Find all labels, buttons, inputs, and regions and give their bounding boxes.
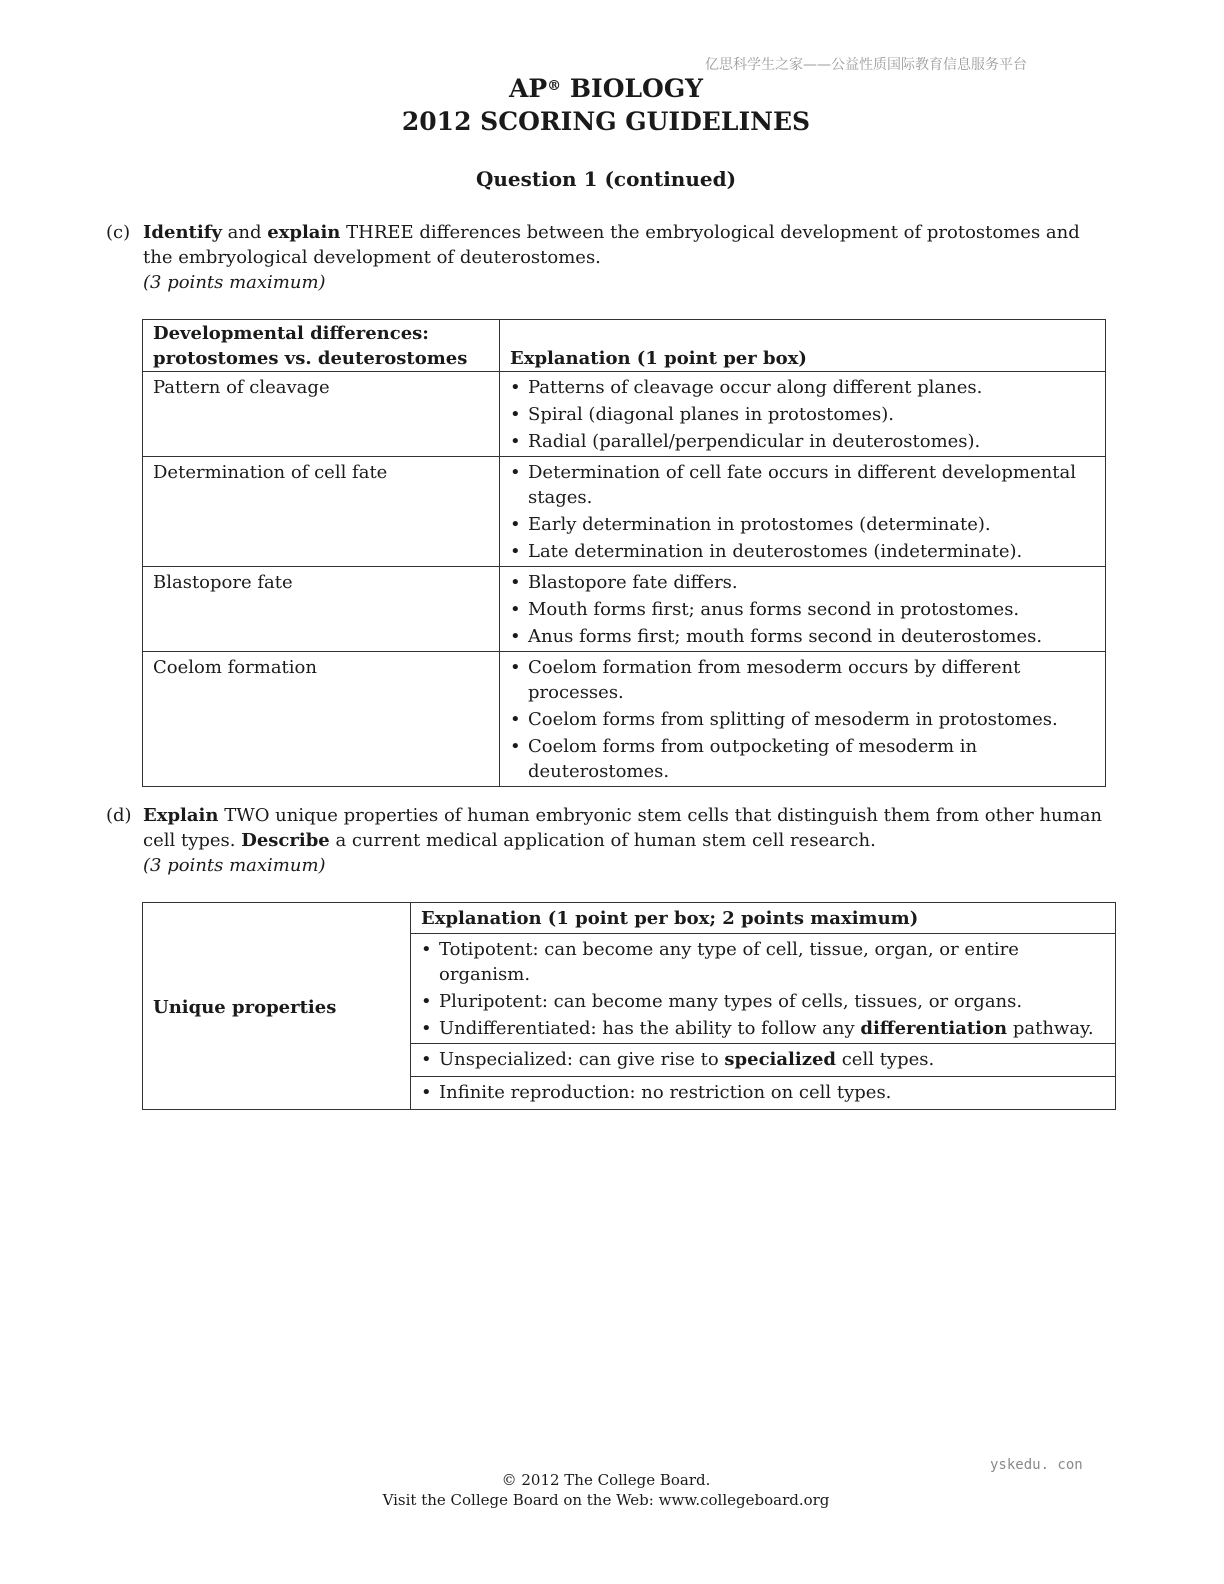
bullet-item: • Coelom formation from mesoderm occurs by different processes. <box>510 655 1095 705</box>
row-label: Determination of cell fate <box>143 457 500 567</box>
part-c-verb-explain: explain <box>267 222 341 243</box>
bullet-item: • Late determination in deuterostomes (indeterminate). <box>510 539 1095 564</box>
part-c-prompt <box>106 220 1106 295</box>
bullet-item: • Spiral (diagonal planes in protostomes). <box>510 402 1095 427</box>
bullet-item <box>421 1047 1105 1072</box>
part-d-max-points: (3 points maximum) <box>143 855 326 876</box>
bullet-item: • Patterns of cleavage occur along different planes. <box>510 375 1095 400</box>
bullet-item: • Mouth forms first; anus forms second in protostomes. <box>510 597 1095 622</box>
bullet-item: • Coelom forms from splitting of mesoderm in protostomes. <box>510 707 1095 732</box>
row-label: Coelom formation <box>143 652 500 787</box>
part-c-verb-identify: Identify <box>143 222 222 243</box>
bullet-item: • Pluripotent: can become many types of cells, tissues, or organs. <box>421 989 1105 1014</box>
table-header-explanation: Explanation (1 point per box; 2 points maximum) <box>411 903 1116 934</box>
part-c-body <box>143 220 1106 295</box>
bullet-item: • Radial (parallel/perpendicular in deuterostomes). <box>510 429 1095 454</box>
table-row <box>143 567 1106 652</box>
explanation-box <box>411 1044 1116 1077</box>
bullet-text: cell types. <box>836 1049 935 1070</box>
table-row <box>143 457 1106 567</box>
bullet-item: • Totipotent: can become any type of cell, tissue, organ, or entire organism. <box>421 937 1105 987</box>
part-d-table <box>142 902 1116 1110</box>
table-row <box>143 903 1116 934</box>
header-subtitle: 2012 SCORING GUIDELINES <box>401 107 811 136</box>
bullet-emphasis: differentiation <box>860 1018 1008 1039</box>
header-ap: AP <box>508 74 548 103</box>
part-c-text: THREE differences between the embryological development of protostomes and the embryological development of deuterostomes. <box>143 222 1080 268</box>
row-explanation <box>500 652 1106 787</box>
part-d-prompt <box>106 803 1106 878</box>
part-d-label: (d) <box>106 805 132 826</box>
table-row <box>143 652 1106 787</box>
bullet-text: Undifferentiated: has the ability to follow any <box>439 1018 861 1039</box>
bullet-item: • Early determination in protostomes (determinate). <box>510 512 1095 537</box>
header-line: Developmental differences: <box>153 323 429 344</box>
part-d-verb-explain: Explain <box>143 805 219 826</box>
row-explanation <box>500 457 1106 567</box>
part-d-text: TWO unique properties of human embryonic stem cells that distinguish them from other human cell types. <box>143 805 1103 851</box>
website-text: Visit the College Board on the Web: www.collegeboard.org <box>382 1491 830 1509</box>
footer-watermark: yskedu. con <box>990 1457 1083 1473</box>
row-explanation <box>500 567 1106 652</box>
bullet-item: • Determination of cell fate occurs in different developmental stages. <box>510 460 1095 510</box>
part-d-text: a current medical application of human stem cell research. <box>329 830 876 851</box>
row-explanation <box>500 372 1106 457</box>
row-label-unique-properties: Unique properties <box>143 903 411 1110</box>
page-header <box>0 72 1212 138</box>
row-label: Pattern of cleavage <box>143 372 500 457</box>
table-row <box>143 372 1106 457</box>
bullet-item: • Coelom forms from outpocketing of mesoderm in deuterostomes. <box>510 734 1095 784</box>
header-line: Explanation (1 point per box) <box>510 348 807 369</box>
bullet-text: pathway. <box>1007 1018 1094 1039</box>
watermark-text: 亿思科学生之家——公益性质国际教育信息服务平台 <box>705 57 1027 73</box>
header-line: protostomes vs. deuterostomes <box>153 348 468 369</box>
header-subject: BIOLOGY <box>561 74 704 103</box>
bullet-item: • Blastopore fate differs. <box>510 570 1095 595</box>
part-d-body <box>143 803 1106 878</box>
question-title: Question 1 (continued) <box>475 167 737 191</box>
bullet-emphasis: specialized <box>724 1049 836 1070</box>
table-header-explanation <box>500 320 1106 372</box>
table-header-differences <box>143 320 500 372</box>
explanation-box <box>411 934 1116 1044</box>
registered-mark: ® <box>547 78 562 94</box>
row-label: Blastopore fate <box>143 567 500 652</box>
explanation-box <box>411 1077 1116 1110</box>
bullet-text: Unspecialized: can give rise to <box>439 1049 725 1070</box>
bullet-item: • Infinite reproduction: no restriction on cell types. <box>421 1080 1105 1105</box>
part-d-verb-describe: Describe <box>241 830 330 851</box>
part-c-label: (c) <box>106 222 131 243</box>
page-footer <box>0 1470 1212 1510</box>
part-c-max-points: (3 points maximum) <box>143 272 326 293</box>
table-header-row <box>143 320 1106 372</box>
part-c-text: and <box>221 222 268 243</box>
bullet-item <box>421 1016 1105 1041</box>
header-title <box>0 72 1212 105</box>
part-c-table <box>142 319 1106 787</box>
copyright-text: © 2012 The College Board. <box>501 1471 711 1489</box>
bullet-item: • Anus forms first; mouth forms second in deuterostomes. <box>510 624 1095 649</box>
